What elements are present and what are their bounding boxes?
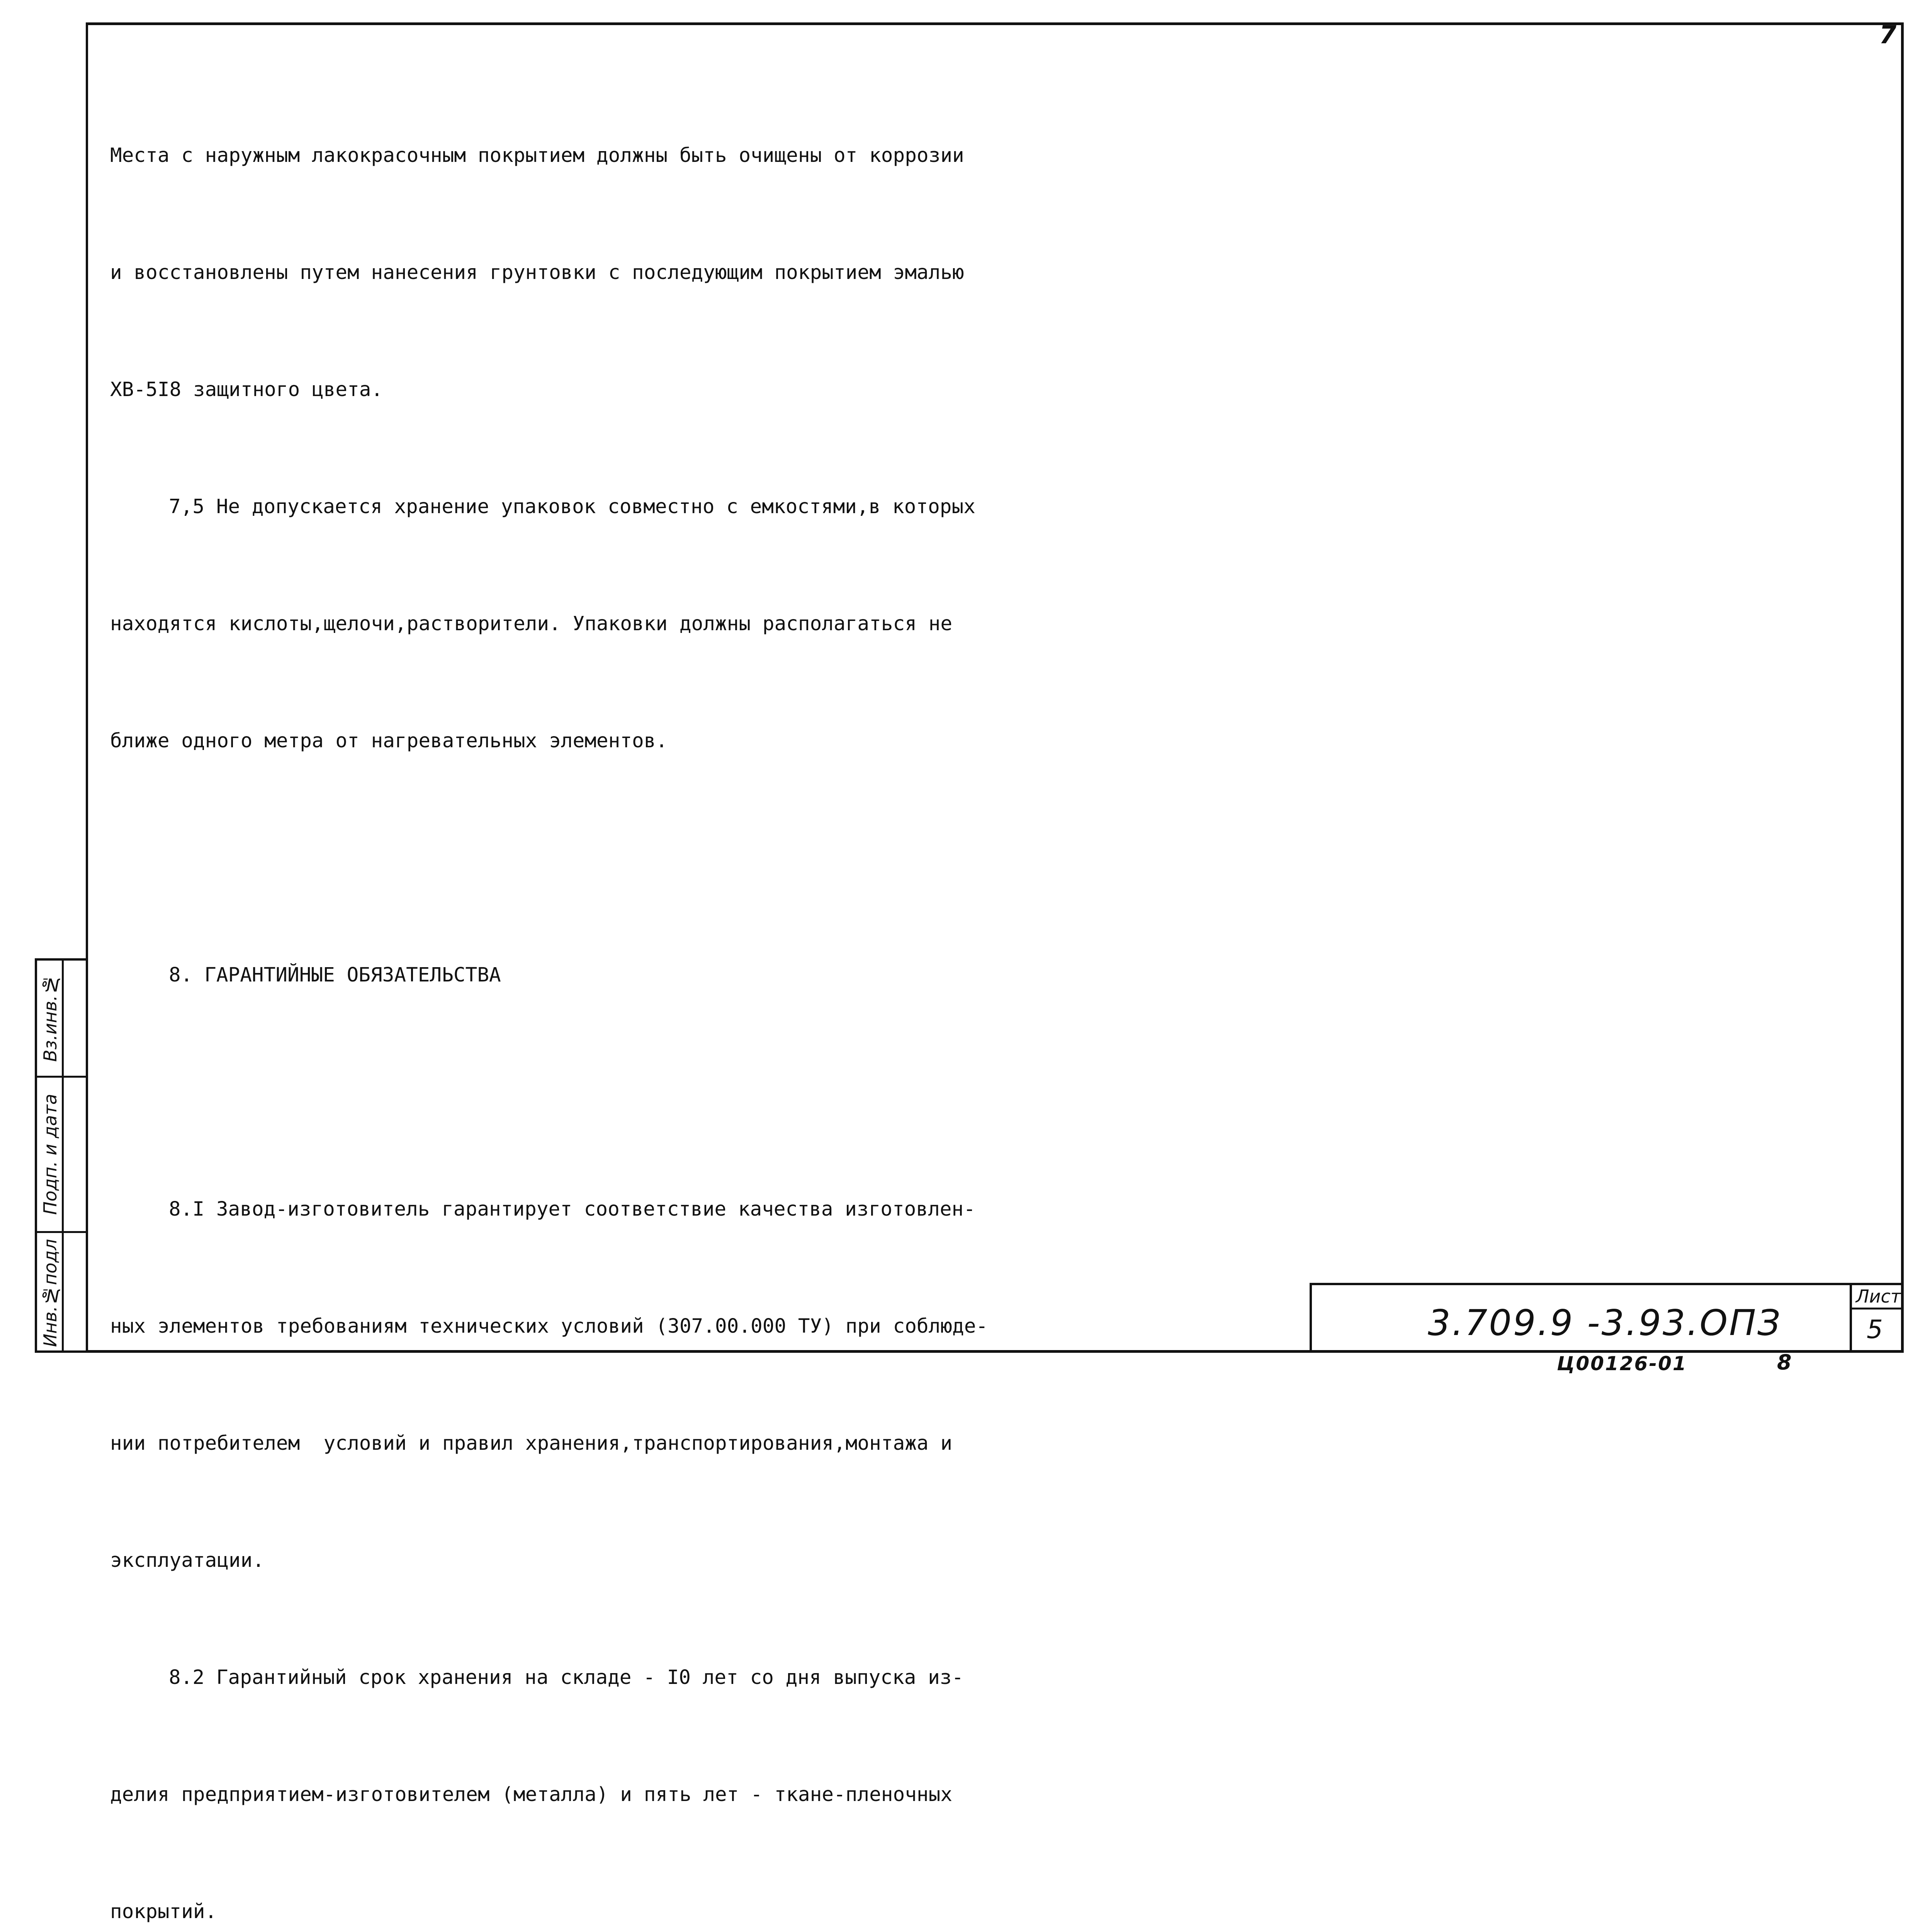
text-line: 8.I Завод-изготовитель гарантирует соответствие качества изготовлен-: [169, 1198, 975, 1221]
document-body: [110, 58, 1030, 1932]
text-line: ных элементов требованиям технических условий (307.00.000 ТУ) при соблюде-: [110, 1315, 988, 1338]
text-line: ближе одного метра от нагревательных элементов.: [110, 730, 668, 752]
stamp-divider: [62, 961, 64, 1350]
text-line: покрытий.: [110, 1900, 217, 1923]
text-line: эксплуатации.: [110, 1549, 265, 1572]
stamp-inv-label: Инв.№подл: [40, 1239, 61, 1347]
text-line: и восстановлены путем нанесения грунтовки с последующим покрытием эмалью: [110, 261, 964, 284]
section-heading: 8. ГАРАНТИЙНЫЕ ОБЯЗАТЕЛЬСТВА: [169, 964, 501, 986]
stamp-sign-label: Подп. и дата: [40, 1094, 61, 1215]
title-block: [1310, 1283, 1904, 1353]
sheet-box: [1850, 1285, 1904, 1353]
page-corner-number: 7: [1879, 21, 1896, 49]
spacer: [110, 838, 1030, 878]
spacer: [110, 1073, 1030, 1112]
side-stamp: [35, 958, 87, 1353]
text-line: 8.2 Гарантийный срок хранения на складе - I0 лет со дня выпуска из-: [169, 1666, 964, 1689]
sheet-number: 5: [1867, 1315, 1883, 1344]
order-code: Ц00126-01: [1557, 1352, 1687, 1375]
text-line: находятся кислоты,щелочи,растворители. Упаковки должны располагаться не: [110, 612, 953, 635]
sheet-divider: [1852, 1308, 1904, 1310]
text-line: ХВ-5I8 защитного цвета.: [110, 378, 383, 401]
text-line: нии потребителем условий и правил хранения,транспортирования,монтажа и: [110, 1432, 953, 1455]
stamp-vzam-label: Вз.инв.№: [40, 974, 61, 1062]
sheet-label: Лист: [1856, 1286, 1901, 1307]
footer-page-number: 8: [1777, 1350, 1792, 1374]
text-line: 7,5 Не допускается хранение упаковок совместно с емкостями,в которых: [169, 495, 975, 518]
text-line: делия предприятием-изготовителем (металла) и пять лет - ткане-пленочных: [110, 1783, 953, 1806]
document-code: 3.709.9 -3.93.ОПЗ: [1428, 1302, 1782, 1344]
text-line: Места с наружным лакокрасочным покрытием должны быть очищены от коррозии: [110, 144, 964, 167]
